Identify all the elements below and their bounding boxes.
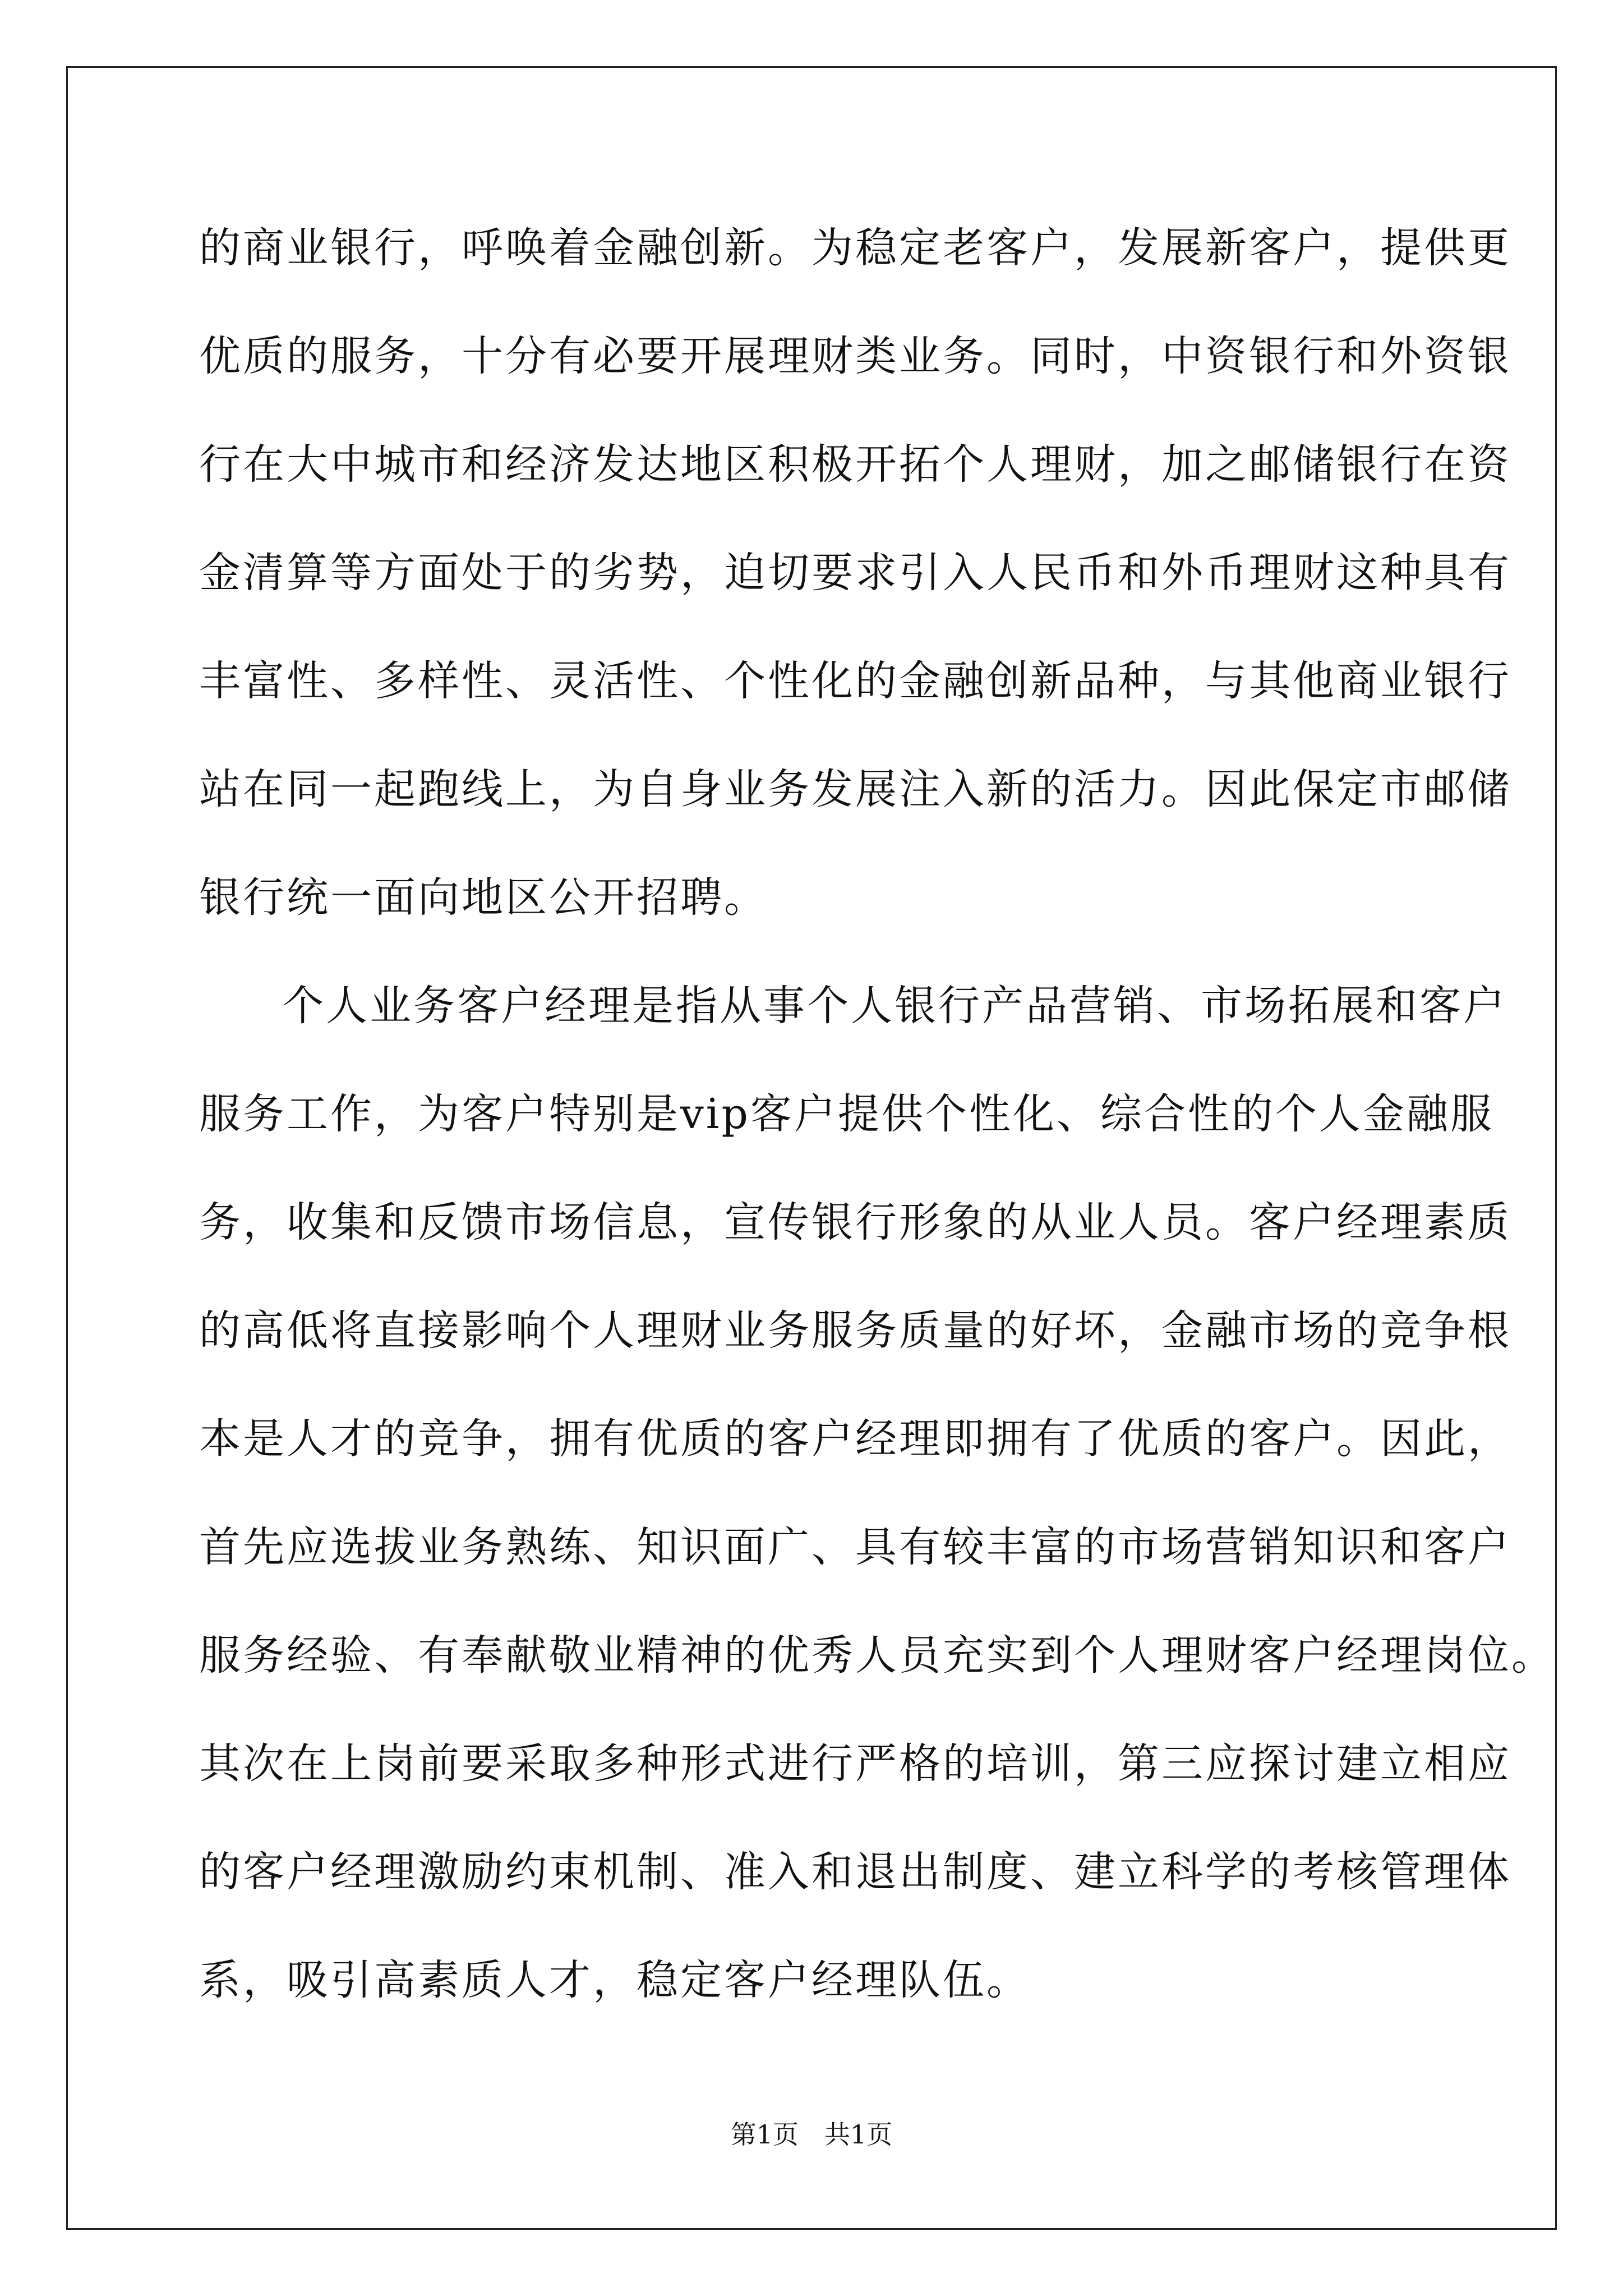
page-border: [66, 66, 1557, 2230]
text-line: 务，收集和反馈市场信息，宣传银行形象的从业人员。客户经理素质: [199, 1198, 1511, 1246]
text-line: 银行统一面向地区公开招聘。: [199, 873, 768, 922]
paragraph-first-line: 个人业务客户经理是指从事个人银行产品营销、市场拓展和客户: [282, 982, 1507, 1030]
page-number-footer: 第1页 共1页: [730, 2119, 893, 2150]
text-line: 首先应选拔业务熟练、知识面广、具有较丰富的市场营销知识和客户: [199, 1523, 1511, 1571]
text-line: 优质的服务，十分有必要开展理财类业务。同时，中资银行和外资银: [199, 332, 1511, 380]
text-line: 丰富性、多样性、灵活性、个性化的金融创新品种，与其他商业银行: [199, 657, 1511, 705]
text-line: 站在同一起跑线上，为自身业务发展注入新的活力。因此保定市邮储: [199, 765, 1511, 813]
text-line: 的商业银行，呼唤着金融创新。为稳定老客户，发展新客户，提供更: [199, 224, 1511, 272]
text-line: 金清算等方面处于的劣势，迫切要求引入人民币和外币理财这种具有: [199, 549, 1511, 597]
text-line: 行在大中城市和经济发达地区积极开拓个人理财，加之邮储银行在资: [199, 440, 1511, 489]
text-line: 服务经验、有奉献敬业精神的优秀人员充实到个人理财客户经理岗位。: [199, 1631, 1555, 1680]
text-line: 服务工作，为客户特别是vip客户提供个性化、综合性的个人金融服: [199, 1090, 1494, 1138]
text-line: 系，吸引高素质人才，稳定客户经理队伍。: [199, 1956, 1030, 2004]
text-line: 的高低将直接影响个人理财业务服务质量的好坏，金融市场的竞争根: [199, 1306, 1511, 1355]
text-line: 其次在上岗前要采取多种形式进行严格的培训，第三应探讨建立相应: [199, 1740, 1511, 1788]
text-line: 的客户经理激励约束机制、准入和退出制度、建立科学的考核管理体: [199, 1848, 1511, 1896]
text-line: 本是人才的竞争，拥有优质的客户经理即拥有了优质的客户。因此，: [199, 1415, 1511, 1463]
